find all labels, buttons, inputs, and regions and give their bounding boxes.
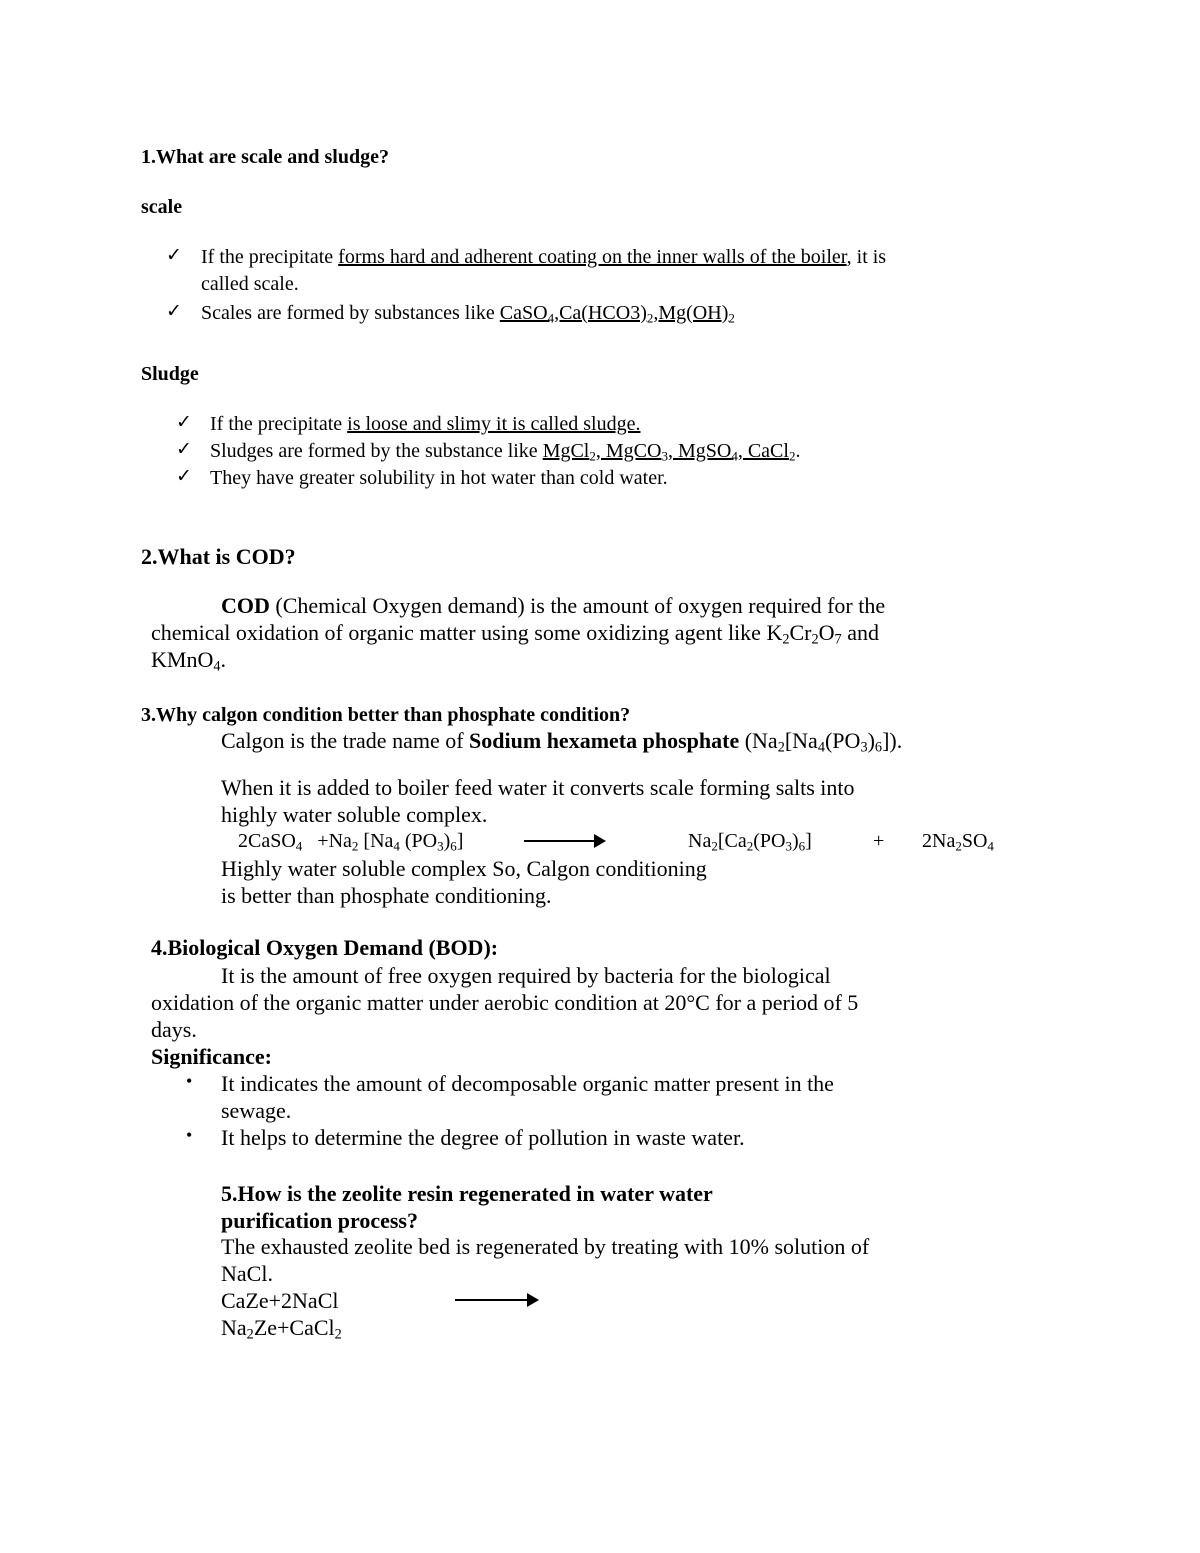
q5-line-1: The exhausted zeolite bed is regenerated by treating with 10% solution of — [221, 1234, 870, 1259]
q3-line-5: Highly water soluble complex So, Calgon conditioning — [221, 856, 707, 881]
q2-title: 2.What is COD? — [141, 544, 296, 569]
bullet-icon: • — [186, 1071, 193, 1091]
equation-plus: + — [873, 830, 885, 852]
q1-title: 1.What are scale and sludge? — [141, 146, 389, 168]
q4-line-2: oxidation of the organic matter under aerobic condition at 20°C for a period of 5 — [151, 990, 859, 1015]
sludge-heading: Sludge — [141, 363, 199, 385]
q3-title: 3.Why calgon condition better than phosphate condition? — [141, 704, 631, 726]
q5-equation-reactants: CaZe+2NaCl — [221, 1288, 339, 1313]
scale-item-1-cont: called scale. — [201, 273, 299, 295]
scale-item-2: Scales are formed by substances like $CaSO_4,Ca(HCO3)_2,Mg(OH)_2$ — [201, 302, 735, 326]
q4-line-3: days. — [151, 1017, 197, 1042]
equation-product-1: $Na_2[Ca_2(PO_3)_6]$ — [688, 830, 812, 854]
sludge-item-2: Sludges are formed by the substance like MgCl$_2$, MgCO$_3$, MgSO$_4$, CaCl$_2$. — [210, 440, 801, 464]
bullet-icon: • — [186, 1125, 193, 1145]
q5-equation-products: $Na_2Ze+CaCl_2$ — [221, 1315, 342, 1343]
q3-line-2: When it is added to boiler feed water it converts scale forming salts into — [221, 775, 855, 800]
check-icon: ✓ — [166, 244, 182, 266]
check-icon: ✓ — [176, 438, 192, 460]
q2-line-2: chemical oxidation of organic matter using some oxidizing agent like $K_2Cr_2O_7$ and — [151, 620, 879, 648]
reaction-arrow-icon — [455, 1299, 537, 1301]
q4-line-1: It is the amount of free oxygen required by bacteria for the biological — [221, 963, 831, 988]
significance-item-2: It helps to determine the degree of pollution in waste water. — [221, 1125, 745, 1150]
q4-title: 4.Biological Oxygen Demand (BOD): — [151, 935, 499, 960]
check-icon: ✓ — [176, 465, 192, 487]
equation-reactants: 2CaSO$_4$ $+Na_2$ [$Na_4$ $(PO_3)_6$] — [238, 830, 464, 854]
q3-line-6: is better than phosphate conditioning. — [221, 883, 552, 908]
q5-title-line-1: 5.How is the zeolite resin regenerated in water water — [221, 1181, 713, 1206]
sludge-item-1: If the precipitate is loose and slimy it is called sludge. — [210, 413, 641, 435]
scale-item-1: If the precipitate forms hard and adherent coating on the inner walls of the boiler, it is — [201, 246, 887, 268]
reaction-arrow-icon — [524, 840, 604, 842]
q2-line-3: KMnO$_4$. — [151, 647, 226, 675]
q3-line-1: Calgon is the trade name of Sodium hexameta phosphate $(Na_2[Na_4(PO_3)_6])$. — [221, 728, 903, 756]
q2-line-1: COD (Chemical Oxygen demand) is the amount of oxygen required for the — [221, 593, 886, 618]
equation-product-2: $2Na_2SO_4$ — [922, 830, 994, 854]
check-icon: ✓ — [176, 411, 192, 433]
scale-heading: scale — [141, 196, 183, 218]
significance-item-1: It indicates the amount of decomposable organic matter present in the — [221, 1071, 834, 1096]
q3-line-3: highly water soluble complex. — [221, 802, 488, 827]
check-icon: ✓ — [166, 300, 182, 322]
significance-item-1-cont: sewage. — [221, 1098, 292, 1123]
q5-line-2: NaCl. — [221, 1261, 273, 1286]
sludge-item-3: They have greater solubility in hot water than cold water. — [210, 467, 668, 489]
significance-heading: Significance: — [151, 1044, 272, 1069]
q5-title-line-2: purification process? — [221, 1208, 418, 1233]
